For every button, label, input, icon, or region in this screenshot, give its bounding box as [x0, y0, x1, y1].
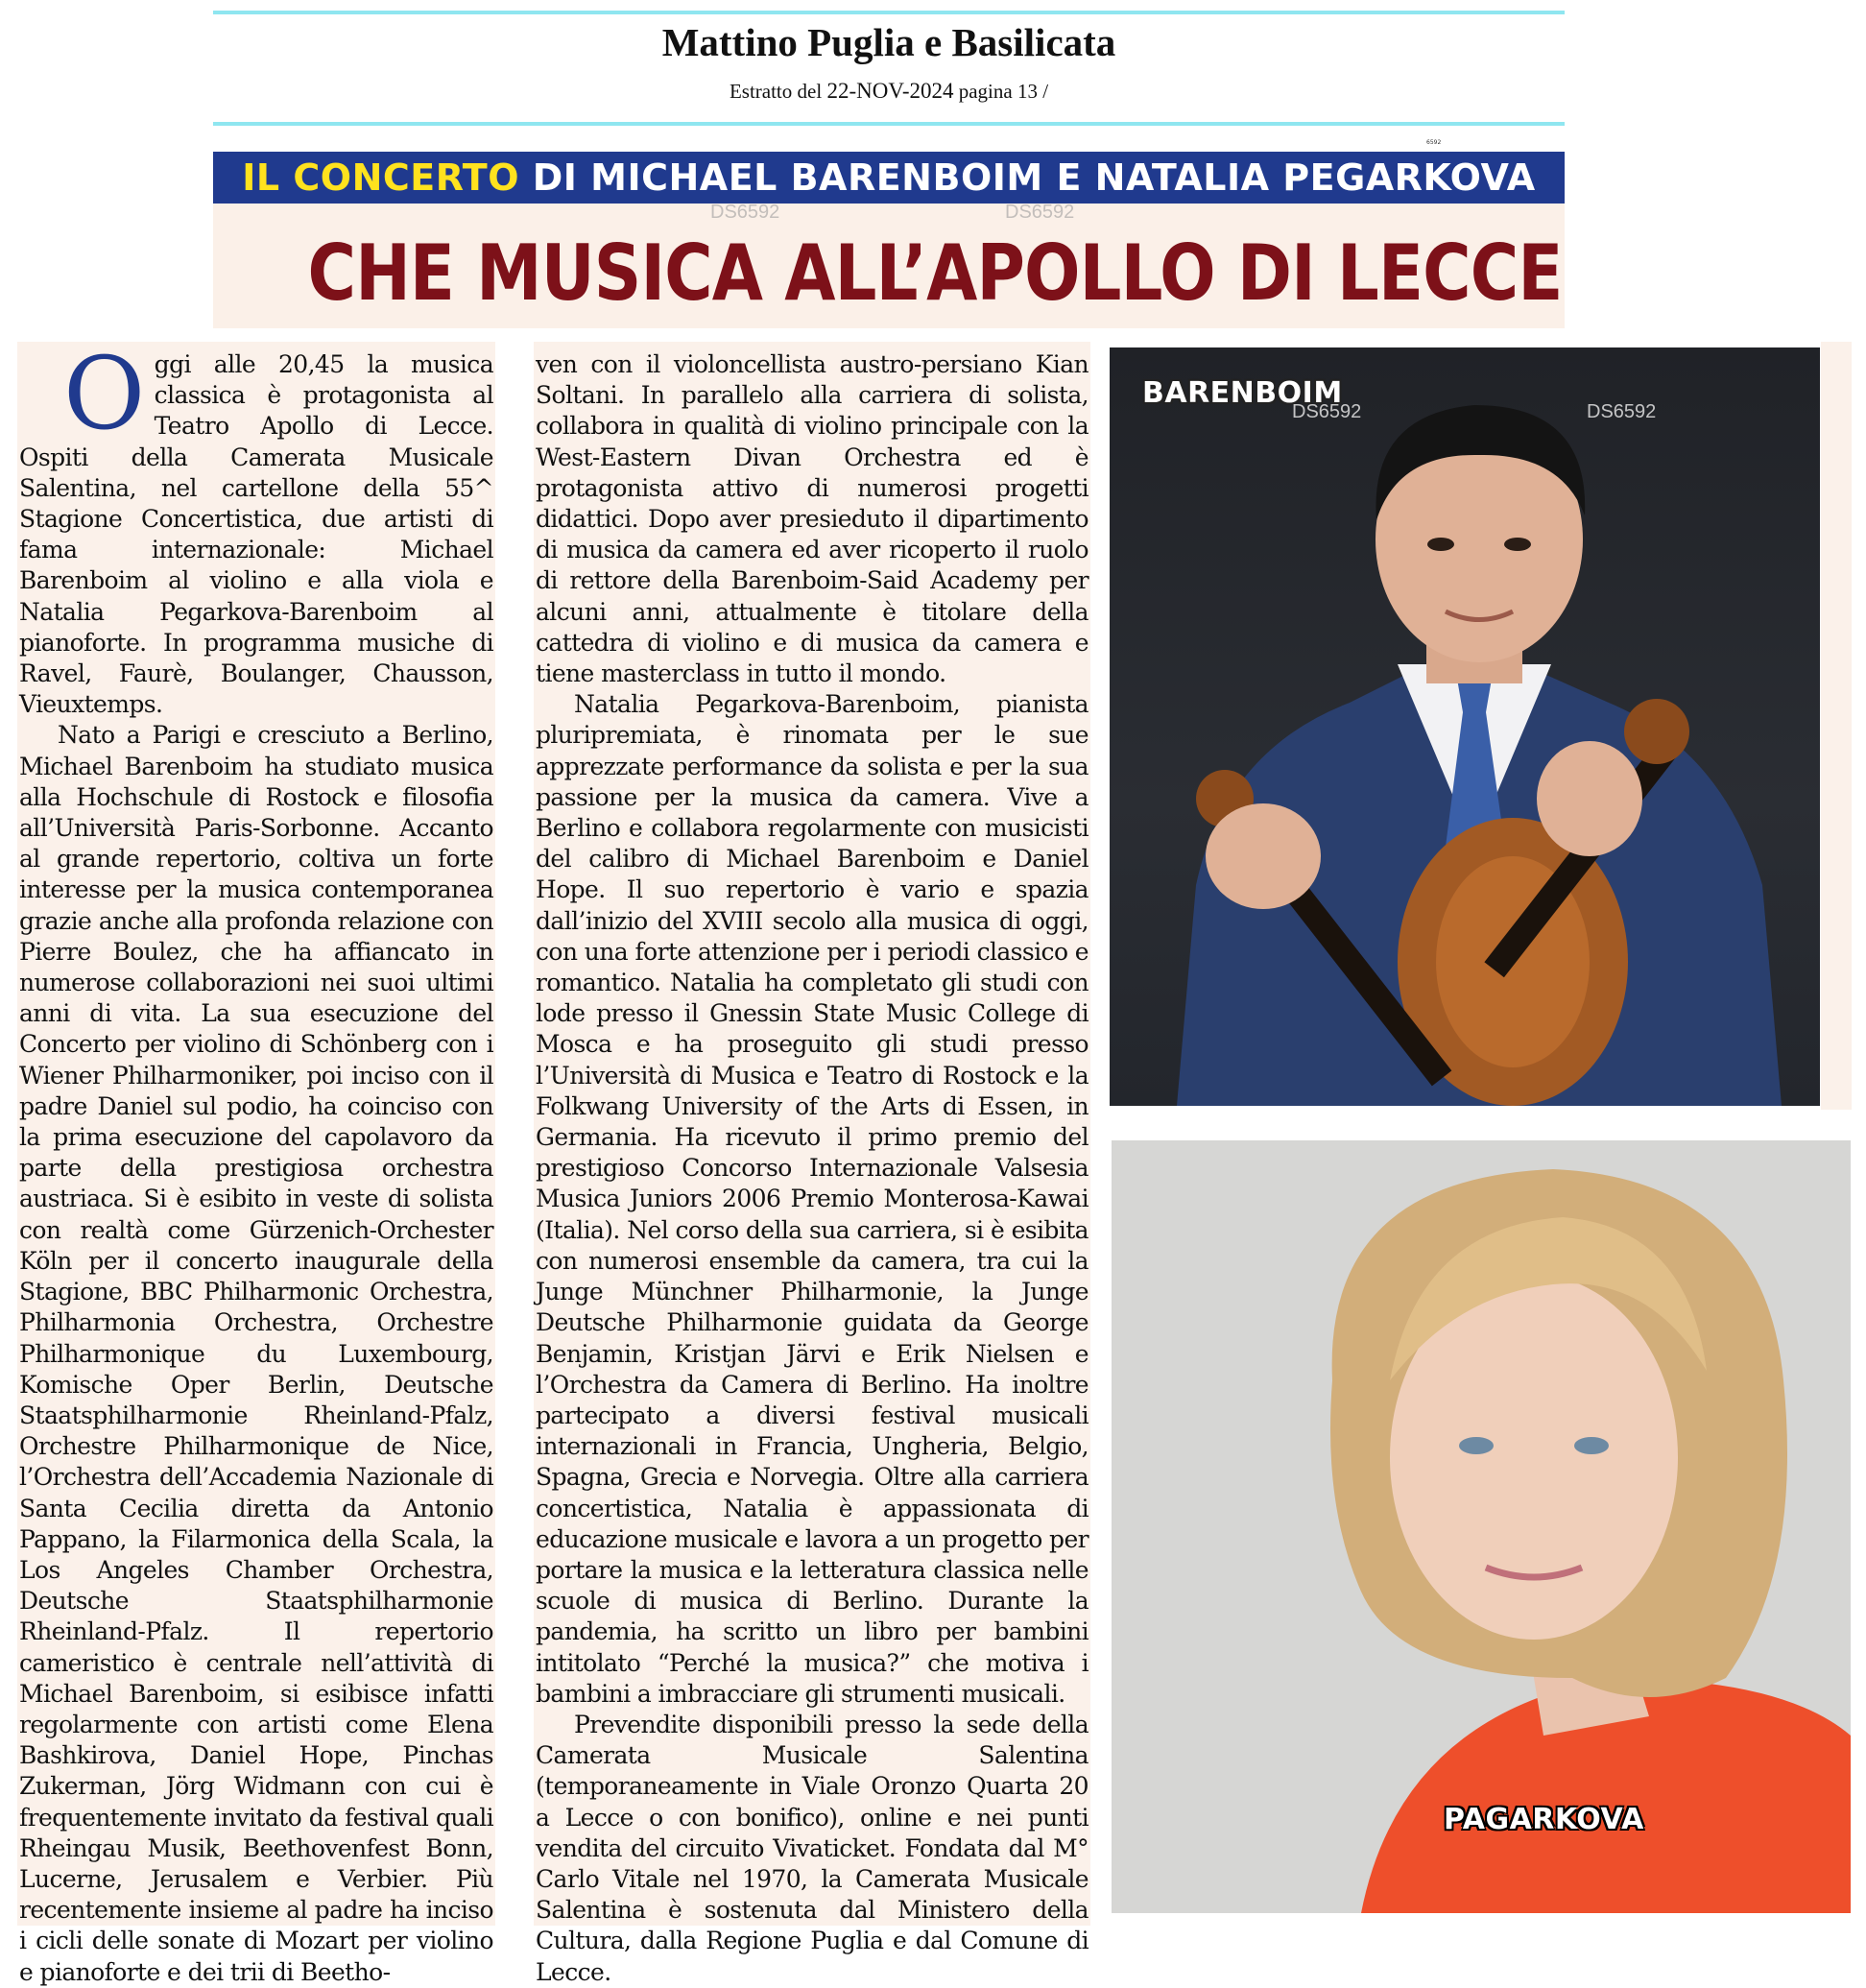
- bottom-rule: [213, 122, 1565, 126]
- kicker-text: DI MICHAEL BARENBOIM E NATALIA PEGARKOVA: [519, 156, 1536, 199]
- paragraph: ven con il violoncellista austro-persiano Kian Soltani. In parallelo alla carriera di solista, collabora in qualità di violino principale con la West-Eastern Divan Orchestra ed è protagonista attivo di numerosi progetti didattici. Dopo aver presieduto il dipartimento di musica da camera ed aver ricoperto il ruolo di rettore della Barenboim-Said Academy per alcuni anni, attualmente è titolare della cattedra di violino e di musica da camera e tiene masterclass in tutto il mondo.: [536, 350, 1088, 688]
- kicker-bar: [213, 152, 1565, 204]
- extract-prefix: Estratto del: [729, 80, 823, 103]
- article-column-1: [17, 335, 495, 1986]
- paragraph: ggi alle 20,45 la musica classica è protagonista al Teatro Apollo di Lecce. Ospiti della Camerata Musicale Salentina, nel cartellone della 55^ Stagione Concertistica, due artisti di fama internazionale: Michael Barenboim al violino e alla viola e Natalia Pegarkova-Barenboim al pianoforte. In programma musiche di Ravel, Faurè, Boulanger, Chausson, Vieuxtemps.: [19, 350, 493, 719]
- watermark: DS6592: [1587, 401, 1657, 422]
- photo-caption-pegarkova: PAGARKOVA: [1444, 1803, 1644, 1836]
- extract-line: [213, 79, 1565, 104]
- right-margin: [1821, 342, 1852, 1110]
- paragraph: Nato a Parigi e cresciuto a Berlino, Michael Barenboim ha studiato musica alla Hochschule di Rostock e filosofia all’Università Paris-Sorbonne. Accanto al grande repertorio, coltiva un forte interesse per la musica contemporanea grazie anche alla profonda relazione con Pierre Boulez, che ha affiancato in numerose collaborazioni nei suoi ultimi anni di vita. La sua esecuzione del Concerto per violino di Schönberg con i Wiener Philharmoniker, poi inciso con il padre Daniel sul podio, ha coinciso con la prima esecuzione del capolavoro da parte della prestigiosa orchestra austriaca. Si è esibito in veste di solista con realtà come Gürzenich-Orchester Köln per il concerto inaugurale della Stagione, BBC Philharmonic Orchestra, Philharmonia Orchestra, Orchestre Philharmonique du Luxembourg, Komische Oper Berlin, Deutsche Staatsphilharmonie Rheinland-Pfalz, Orchestre Philharmonique de Nice, l’Orchestra dell’Accademia Nazionale di Santa Cecilia diretta da Antonio Pappano, la Filarmonica della Scala, la Los Angeles Chamber Orchestra, Deutsche Staatsphilharmonie Rheinland-Pfalz. Il repertorio cameristico è centrale nell’attività di Michael Barenboim, si esibisce infatti regolarmente con artisti come Elena Bashkirova, Daniel Hope, Pinchas Zukerman, Jörg Widmann con cui è frequentemente invitato da festival quali Rheingau Musik, Beethovenfest Bonn, Lucerne, Jerusalem e Verbier. Più recentemente insieme al padre ha inciso i cicli delle sonate di Mozart per violino e pianoforte e dei trii di Beetho-: [19, 721, 493, 1986]
- photo-caption-barenboim: BARENBOIM: [1142, 376, 1343, 410]
- top-rule: [213, 11, 1565, 14]
- page-info: pagina 13 /: [958, 80, 1049, 103]
- watermark: DS6592: [1292, 401, 1362, 422]
- barenboim-photo: [1110, 347, 1820, 1106]
- paragraph: Prevendite disponibili presso la sede della Camerata Musicale Salentina (temporaneamente in Viale Oronzo Quarta 20 a Lecce o con bonifico), online e nei punti vendita del circuito Vivaticket. Fondata dal M° Carlo Vitale nel 1970, la Camerata Musicale Salentina è sostenuta dal Ministero della Cultura, dalla Regione Puglia e dal Comune di Lecce.: [536, 1710, 1088, 1986]
- watermark: DS6592: [710, 202, 780, 223]
- watermark: DS6592: [1005, 202, 1075, 223]
- article-column-2: [534, 342, 1090, 1986]
- pegarkova-photo: [1112, 1140, 1851, 1913]
- paragraph: Natalia Pegarkova-Barenboim, pianista pluripremiata, è rinomata per le sue apprezzate performance da solista e per la sua passione per la musica da camera. Vive a Berlino e collabora regolarmente con musicisti del calibro di Michael Barenboim e Daniel Hope. Il suo repertorio è vario e spazia dall’inizio del XVIII secolo alla musica di oggi, con una forte attenzione per i periodi classico e romantico. Natalia ha completato gli studi con lode presso il Gnessin State Music College di Mosca e ha proseguito gli studi presso l’Università di Musica e Teatro di Rostock e la Folkwang University of the Arts di Essen, in Germania. Ha ricevuto il primo premio del prestigioso Concorso Internazionale Valsesia Musica Juniors 2006 Premio Monterosa-Kawai (Italia). Nel corso della sua carriera, si è esibita con numerosi ensemble da camera, tra cui la Junge Münchner Philharmonie, la Junge Deutsche Philharmonie guidata da George Benjamin, Kristjan Järvi e Erik Nielsen e l’Orchestra da Camera di Berlino. Ha inoltre partecipato a diversi festival musicali internazionali in Francia, Ungheria, Belgio, Spagna, Grecia e Norvegia. Oltre alla carriera concertistica, Natalia è appassionata di educazione musicale e lavora a un progetto per portare la musica e la letteratura classica nelle scuole di musica di Berlino. Durante la pandemia, ha scritto un libro per bambini intitolato “Perché la musica?” che motiva i bambini a imbracciare gli strumenti musicali.: [536, 690, 1088, 1708]
- dropcap: O: [63, 335, 145, 452]
- headline: CHE MUSICA ALL’APOLLO DI LECCE: [307, 228, 1563, 318]
- code-tiny: 6592: [1426, 139, 1442, 146]
- barenboim-portrait-illustration: [1110, 347, 1820, 1106]
- kicker-highlight: IL CONCERTO: [242, 156, 519, 199]
- publication-name: Mattino Puglia e Basilicata: [661, 20, 1116, 64]
- pegarkova-portrait-illustration: [1112, 1140, 1851, 1913]
- extract-date: 22-NOV-2024: [826, 79, 954, 103]
